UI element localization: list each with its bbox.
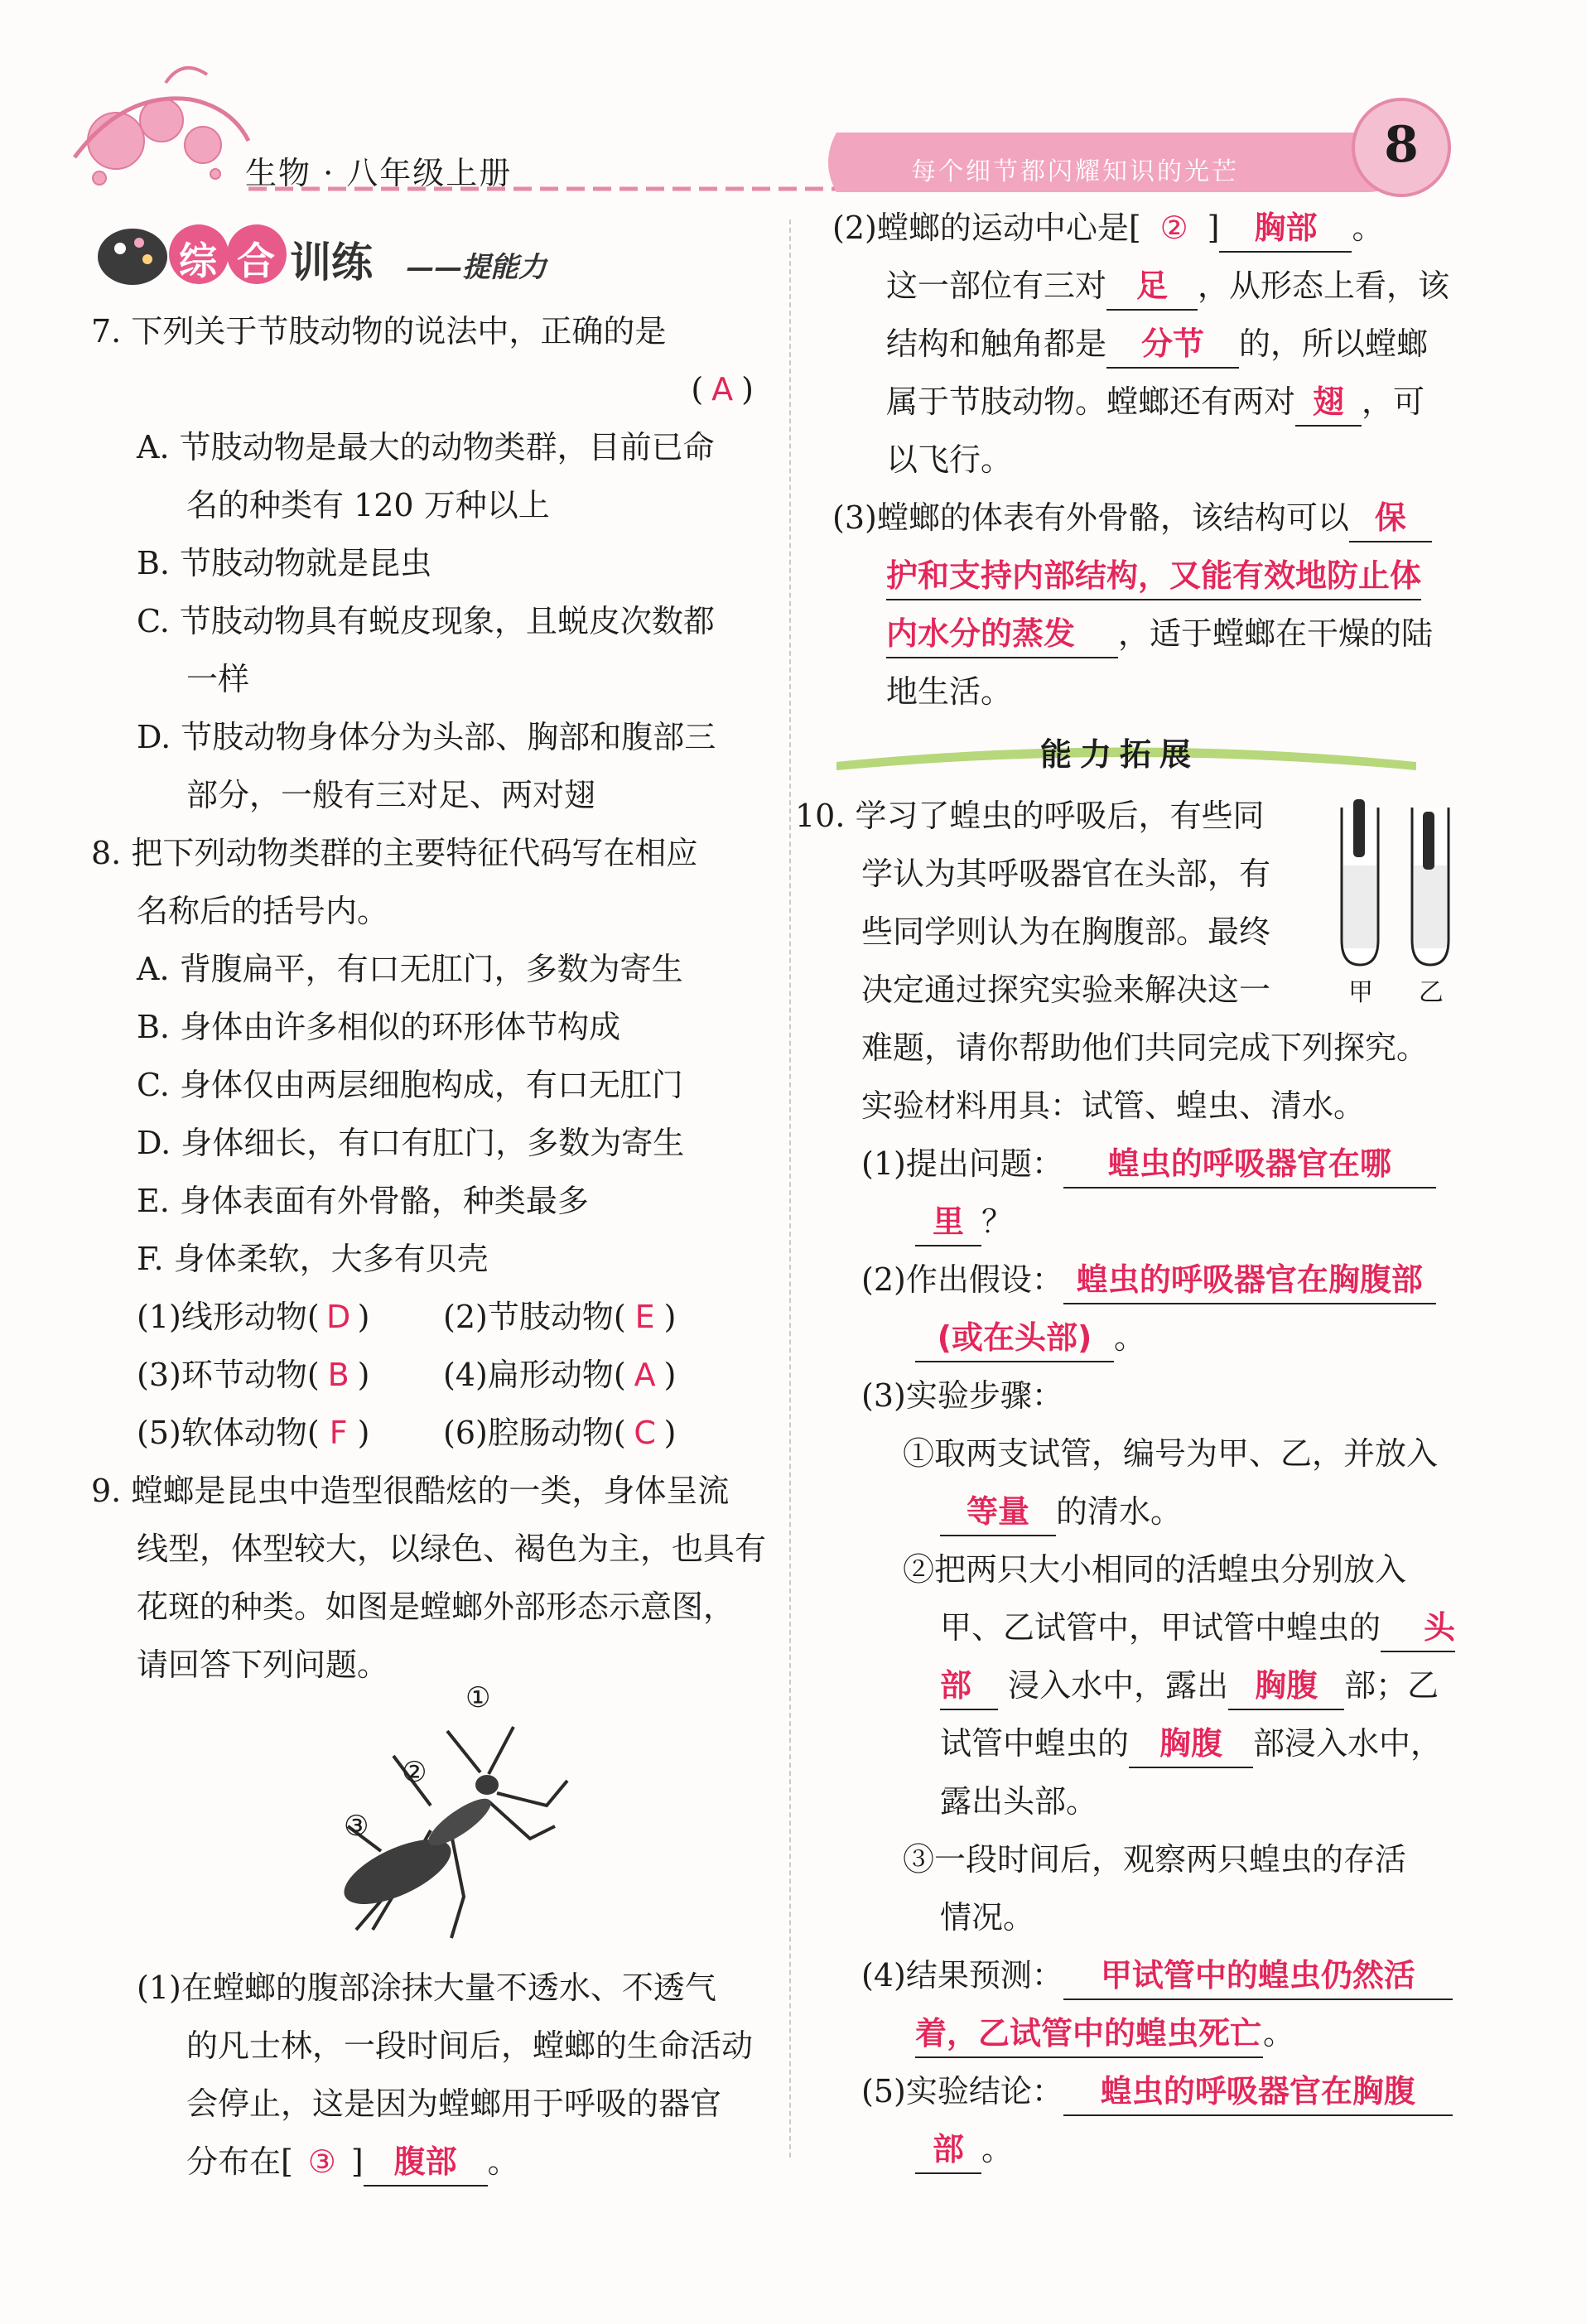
q10-s2-answer-2: (或在头部) [915, 1314, 1114, 1362]
q8-answer-6: C [634, 1415, 656, 1451]
q10-s3-step2-answer-1b: 部 [940, 1662, 998, 1710]
q8-pair-row-2: (3)环节动物( B ) (4)扁形动物( A ) [91, 1346, 762, 1404]
q9-s2-legs: 足 [1106, 263, 1198, 311]
q8-pair-row-3: (5)软体动物( F ) (6)腔肠动物( C ) [91, 1404, 762, 1462]
q7-option-c: C. 节肢动物具有蜕皮现象，且蜕皮次数都 [137, 603, 715, 639]
q9-s1-line1: (1)在螳螂的腹部涂抹大量不透水、不透气 [137, 1970, 716, 2006]
q10-s3-step2-line2: 甲、乙试管中，甲试管中蝗虫的 头 [795, 1598, 1561, 1656]
q8-answer-5: F [329, 1415, 348, 1451]
q7-option-a-cont: 名的种类有 120 万种以上 [186, 487, 550, 523]
q10-s3-step1: ①取两支试管，编号为甲、乙，并放入 [903, 1435, 1439, 1472]
q9-s2-line3: 结构和触角都是 分节 的，所以螳螂 [832, 315, 1561, 373]
q7-answer-bracket: ( A ) [91, 360, 762, 418]
q9-s3-answer-1: 保 [1349, 494, 1432, 542]
q7-option-d: D. 节肢动物身体分为头部、胸部和腹部三 [137, 719, 716, 755]
q10-s4-line2: 着，乙试管中的蝗虫死亡。 [795, 2004, 1561, 2062]
tube-label-jia: 甲 [1348, 978, 1373, 1007]
q10-s4-answer-1: 甲试管中的蝗虫仍然活 [1063, 1952, 1453, 2000]
q9-s3-line2 [832, 547, 1561, 605]
section-title-char-2: 合 [237, 239, 275, 283]
ability-title: 能力拓展 [1040, 735, 1200, 773]
mantis-label-1: ① [465, 1681, 491, 1714]
q10-s3-step2-answer-3: 胸腹 [1129, 1720, 1253, 1768]
q10-s1-line2: 里 ？ [795, 1193, 1561, 1251]
q10-s5-line1: (5)实验结论： 蝗虫的呼吸器官在胸腹 [795, 2062, 1561, 2120]
q9-s1-line3: 会停止，这是因为螳螂用于呼吸的器官 [186, 2085, 722, 2122]
q10-s2-line1: (2)作出假设： 蝗虫的呼吸器官在胸腹部 [795, 1251, 1561, 1309]
mantis-label-2: ② [402, 1756, 427, 1789]
q9-s3-line3: 内水分的蒸发 ，适于螳螂在干燥的陆 [832, 605, 1561, 663]
q10-s3-label: (3)实验步骤： [861, 1377, 1063, 1414]
q9-part1 [137, 1959, 774, 2191]
q9-stem-4: 请回答下列问题。 [137, 1647, 389, 1683]
q8-answer-2: E [634, 1299, 655, 1335]
q7-option-d-cont: 部分，一般有三对足、两对翅 [186, 777, 596, 813]
q10-s3-step1-cont: 等量 的清水。 [795, 1483, 1561, 1540]
page-number: 8 [1384, 116, 1419, 174]
section-title-char-1: 综 [179, 239, 217, 283]
q8-pair-row-1: (1)线形动物( D ) (2)节肢动物( E ) [91, 1288, 762, 1346]
ability-banner [836, 729, 1416, 779]
q10-s4-line1: (4)结果预测： 甲试管中的蝗虫仍然活 [795, 1946, 1561, 2004]
right-column [832, 199, 1561, 721]
q10-s3-step2-line3: 部 浸入水中，露出 胸腹 部；乙 [795, 1656, 1561, 1714]
q10-s3-step2-answer-2: 胸腹 [1228, 1662, 1344, 1710]
section-subtitle: ——提能力 [406, 251, 547, 284]
q9-s1-line4: 分布在[ ③ ] 腹部 。 [137, 2133, 774, 2191]
q9-s2-line4: 属于节肢动物。螳螂还有两对 翅 ，可 [832, 373, 1561, 431]
q9-stem-2: 线型，体型较大，以绿色、褐色为主，也具有 [137, 1531, 767, 1567]
page-header [0, 0, 1586, 215]
q10-materials: 实验材料用具：试管、蝗虫、清水。 [861, 1087, 1366, 1124]
flower-ornament-icon [75, 68, 248, 185]
q10-stem-4: 决定通过探究实验来解决这一 [861, 972, 1271, 1008]
book-title: 生物 · 八年级上册 [245, 155, 513, 191]
q8-feature-b: B. 身体由许多相似的环形体节构成 [137, 1009, 621, 1045]
header-decoration [0, 0, 1586, 215]
q9-stem: 9. 螳螂是昆虫中造型很酷炫的一类，身体呈流 [91, 1473, 730, 1509]
q10-s3-step1-answer: 等量 [940, 1488, 1056, 1536]
q9-s2-number: ② [1159, 210, 1188, 246]
q8-stem: 8. 把下列动物类群的主要特征代码写在相应 [91, 835, 698, 871]
q10-s5-answer-2: 部 [915, 2126, 981, 2174]
mantis-figure [306, 1681, 605, 1955]
q9-s3-answer-3: 内水分的蒸发 [886, 610, 1118, 658]
mantis-label-3: ③ [344, 1810, 369, 1843]
q8-feature-a: A. 背腹扁平，有口无肛门，多数为寄生 [137, 951, 683, 987]
q9-s1-name: 腹部 [364, 2138, 488, 2187]
q8-stem-cont: 名称后的括号内。 [137, 893, 389, 929]
q9-s2-line5: 以飞行。 [886, 441, 1013, 478]
q9-s3-line1: (3)螳螂的体表有外骨骼，该结构可以 保 [832, 489, 1561, 547]
q10-s5-line2: 部 。 [795, 2120, 1561, 2178]
q10-stem-5: 难题，请你帮助他们共同完成下列探究。 [861, 1029, 1429, 1066]
q8-feature-c: C. 身体仅由两层细胞构成，有口无肛门 [137, 1067, 683, 1103]
q9-s1-line2: 的凡士林，一段时间后，螳螂的生命活动 [186, 2027, 754, 2064]
q10-s3-step3: ③一段时间后，观察两只蝗虫的存活 [903, 1841, 1407, 1878]
q10-s3-step3-cont: 情况。 [940, 1899, 1035, 1936]
column-divider [789, 219, 791, 2158]
left-column [91, 302, 767, 1694]
q8-answer-4: A [634, 1357, 656, 1393]
q10-s1-answer-1: 蝗虫的呼吸器官在哪 [1063, 1140, 1436, 1189]
q9-stem-3: 花斑的种类。如图是螳螂外部形态示意图， [137, 1589, 735, 1625]
q8-feature-f: F. 身体柔软，大多有贝壳 [137, 1241, 489, 1277]
q10-stem-2: 学认为其呼吸器官在头部，有 [861, 856, 1271, 892]
test-tubes-icon [1325, 799, 1474, 981]
section-title-char-3: 训练 [290, 238, 373, 287]
q10-s3-step2: ②把两只大小相同的活蝗虫分别放入 [903, 1551, 1407, 1588]
q8-answer-3: B [327, 1357, 349, 1393]
q10-stem-3: 些同学则认为在胸腹部。最终 [861, 914, 1271, 950]
q9-s2-name: 胸部 [1219, 205, 1352, 253]
q7-answer: A [711, 371, 734, 407]
q7-option-c-cont: 一样 [186, 661, 250, 697]
q9-s3-line4: 地生活。 [886, 673, 1013, 710]
q7-option-b: B. 节肢动物就是昆虫 [137, 545, 432, 581]
q10-s2-line2: (或在头部) 。 [795, 1309, 1561, 1367]
header-slogan: 每个细节都闪耀知识的光芒 [911, 157, 1239, 186]
tube-label-yi: 乙 [1419, 978, 1444, 1007]
q9-s3-answer-2: 护和支持内部结构，又能有效地防止体 [886, 552, 1421, 600]
q10-s3-step2-line4: 试管中蝗虫的 胸腹 部浸入水中， [795, 1714, 1561, 1772]
q8-feature-d: D. 身体细长，有口有肛门，多数为寄生 [137, 1125, 685, 1161]
q10-s2-answer-1: 蝗虫的呼吸器官在胸腹部 [1063, 1256, 1436, 1304]
q9-s2-wing: 翅 [1295, 378, 1362, 427]
q10-s1-answer-2: 里 [915, 1198, 981, 1246]
q10-s4-answer-2: 着，乙试管中的蝗虫死亡 [915, 2010, 1263, 2058]
q9-s2-line1: (2)螳螂的运动中心是[ ② ] 胸部 。 [832, 199, 1561, 257]
q8-answer-1: D [326, 1299, 351, 1335]
q10-stem-1: 10. 学习了蝗虫的呼吸后，有些同 [795, 798, 1265, 834]
q9-s2-line2: 这一部位有三对 足 ，从形态上看，该 [832, 257, 1561, 315]
q8-feature-e: E. 身体表面有外骨骼，种类最多 [137, 1183, 589, 1219]
q9-s1-number: ③ [307, 2143, 336, 2180]
q7-stem: 7. 下列关于节肢动物的说法中，正确的是 [91, 313, 667, 350]
section-banner [91, 211, 588, 294]
q7-option-a: A. 节肢动物是最大的动物类群，目前已命 [137, 429, 715, 465]
q9-s2-segment: 分节 [1106, 321, 1239, 369]
q10-s5-answer-1: 蝗虫的呼吸器官在胸腹 [1063, 2068, 1453, 2116]
test-tube-figure [1325, 799, 1474, 1006]
palette-icon [98, 229, 167, 285]
q10-s3-step2-line5: 露出头部。 [940, 1783, 1098, 1820]
q10-s1-line1: (1)提出问题： 蝗虫的呼吸器官在哪 [795, 1135, 1561, 1193]
q10-s3-step2-answer-1a: 头 [1381, 1604, 1455, 1652]
